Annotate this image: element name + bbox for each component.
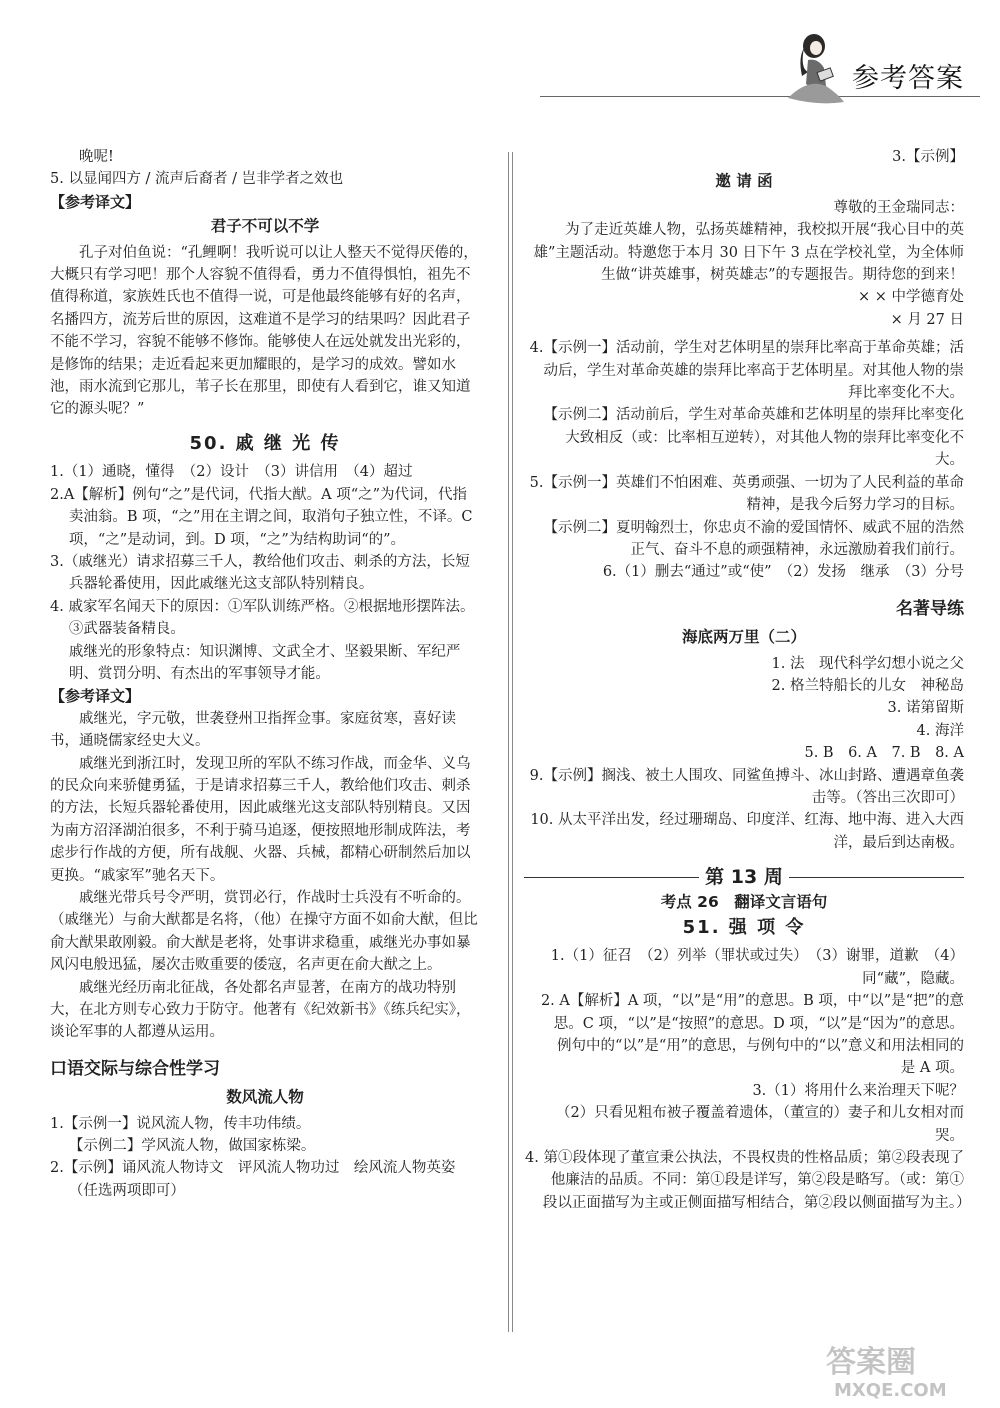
translation-paragraph: 戚继光到浙江时，发现卫所的军队不练习作战，而金华、义乌的民众向来骄健勇猛，于是请求招募三千人，教给他们攻击、刺杀的方法，长短兵器轮番使用，因此戚继光这支部队特别精良。又因为南方沼泽湖泊很多，不利于骑马追逐，便按照地形制成阵法，考虑步行作战的方便，所有战舰、火器、兵械，都精心研制然后加以更换。“戚家军”驰名天下。 xyxy=(50,755,471,884)
text-line: 晚呢! xyxy=(79,149,114,165)
header-rule xyxy=(540,96,980,97)
letter-signature: × × 中学德育处 xyxy=(857,289,964,306)
answer-item: 4.【示例一】活动前，学生对艺体明星的崇拜比率高于革命英雄；活动后，学生对革命英雄的崇拜比率高于艺体明星。对其他人物的崇拜比率变化不大。 xyxy=(529,340,964,402)
exam-point-title: 考点 26 翻译文言语句 xyxy=(660,892,828,911)
answer-item-continuation: 戚继光的形象特点：知识渊博、文武全才、坚毅果断、军纪严明、赏罚分明、有杰出的军事领导才能。 xyxy=(68,643,461,682)
answer-item-continuation: 【示例二】夏明翰烈士，你忠贞不渝的爱国情怀、威武不屈的浩然正气、奋斗不息的顽强精神，永远激励着我们前行。 xyxy=(543,519,964,558)
translation-paragraph: 戚继光经历南北征战，各处都名声显著，在南方的战功特别大，在北方则专心致力于防守。他著有《纪效新书》《练兵纪实》，谈论军事的人都遵从运用。 xyxy=(50,979,471,1041)
answer-item-continuation: 【示例二】学风流人物，做国家栋梁。 xyxy=(68,1138,316,1155)
subsection-title: 数风流人物 xyxy=(226,1088,304,1107)
week-divider xyxy=(524,866,964,888)
translation-paragraph: 戚继光带兵号令严明，赏罚必行，作战时士兵没有不听命的。（戚继光）与俞大猷都是名将，（他）在操守方面不如俞大猷，但比俞大猷果敢刚毅。俞大猷是老将，处事讲求稳重，戚继光办事如暴风闪电般迅猛，屡次击败重要的倭寇，名声更在俞大猷之上。 xyxy=(50,890,478,974)
reading-girl-illustration xyxy=(778,28,848,106)
week-heading: 第 13 周 xyxy=(705,866,783,889)
letter-title: 邀 请 函 xyxy=(715,172,773,191)
section-label: 【参考译文】 xyxy=(50,192,141,211)
section-label: 【参考译文】 xyxy=(50,687,141,706)
page-header-title: 参考答案 xyxy=(852,63,964,94)
letter-salutation: 尊敬的王金瑞同志： xyxy=(833,199,964,216)
answer-item: 1.（1）通晓，懂得 （2）设计 （3）讲信用 （4）超过 xyxy=(50,464,413,481)
lesson-title: 51. 强 项 令 xyxy=(682,917,806,938)
answer-item: 1.【示例一】说风流人物，传丰功伟绩。 xyxy=(50,1115,311,1132)
translation-paragraph: 戚继光，字元敬，世袭登州卫指挥佥事。家庭贫寒，喜好读书，通晓儒家经史大义。 xyxy=(50,710,456,750)
left-column xyxy=(50,146,480,1202)
column-divider xyxy=(508,152,509,1332)
answer-item: 2.【示例】诵风流人物诗文 评风流人物功过 绘风流人物英姿（任选两项即可） xyxy=(50,1160,456,1199)
answer-item: 6.（1）删去“通过”或“使” （2）发扬 继承 （3）分号 xyxy=(602,564,964,581)
letter-date: × 月 27 日 xyxy=(890,311,964,328)
watermark-text: 答案圈 xyxy=(826,1345,916,1380)
site-watermark-logo xyxy=(820,1338,970,1400)
translation-paragraph: 孔子对伯鱼说：“孔鲤啊！我听说可以让人整天不觉得厌倦的，大概只有学习吧！那个人容貌不值得看，勇力不值得惧怕，祖先不值得称道，家族姓氏也不值得一说，可是他最终能够有好的名声，名播四方，流芳后世的原因，这难道不是学习的结果吗？因此君子不能不学习，容貌不能够不修饰。能够使人在远处就发出光彩的，是修饰的结果；走近看起来更加耀眼的，是学习的成效。譬如水池，雨水流到它那儿，苇子长在那里，即使有人看到它，谁又知道它的源头呢？” xyxy=(50,244,478,418)
answer-item: 3.（戚继光）请求招募三千人，教给他们攻击、刺杀的方法，长短兵器轮番使用，因此戚继光这支部队特别精良。 xyxy=(50,553,470,593)
translation-title: 君子不可以不学 xyxy=(210,217,320,236)
rule-line xyxy=(789,877,964,878)
answer-item: 2. 格兰特船长的儿女 神秘岛 xyxy=(771,677,964,694)
section-heading: 名著导练 xyxy=(896,598,964,619)
watermark-url: MXQE.COM xyxy=(834,1380,947,1400)
answer-item-continuation: （2）只看见粗布被子覆盖着遗体，（董宣的）妻子和儿女相对而哭。 xyxy=(556,1105,964,1144)
answer-item: 5.【示例一】英雄们不怕困难、英勇顽强、一切为了人民利益的革命精神，是我今后努力学习的目标。 xyxy=(529,474,964,514)
answer-item: 3. 诺第留斯 xyxy=(887,700,964,717)
answer-item-continuation: 【示例二】活动前后，学生对革命英雄和艺体明星的崇拜比率变化大致相反（或：比率相互逆转），对其他人物的崇拜比率变化不大。 xyxy=(543,407,964,469)
answer-item: 2.A【解析】例句“之”是代词，代指大猷。A 项“之”为代词，代指卖油翁。B 项，“之”用在主谓之间，取消句子独立性，不译。C 项，“之”是动词，到。D 项，“之”为结构助词“的”。 xyxy=(50,486,473,548)
answer-item: 3.（1）将用什么来治理天下呢？ xyxy=(752,1082,964,1099)
answer-item: 1. 法 现代科学幻想小说之父 xyxy=(771,655,964,672)
answer-item: 2. A【解析】A 项，“以”是“用”的意思。B 项，中“以”是“把”的意思。C 项，“以”是“按照”的意思。D 项，“以”是“因为”的意思。例句中的“以”是“用”的意思，与例句中的“以”意义和用法相同的是 A 项。 xyxy=(540,993,964,1077)
answer-item: 4. 海洋 xyxy=(916,722,964,739)
answer-item: 3.【示例】 xyxy=(892,149,964,165)
answer-item: 5. B 6. A 7. B 8. A xyxy=(804,745,964,762)
lesson-title: 50. 戚 继 光 传 xyxy=(189,432,341,454)
section-heading: 口语交际与综合性学习 xyxy=(50,1058,220,1079)
right-column xyxy=(524,146,971,1214)
column-divider xyxy=(512,152,513,1332)
answer-item: 4. 第①段体现了董宣秉公执法，不畏权贵的性格品质；第②段表现了他廉洁的品质。不同：第①段是详写，第②段是略写。（或：第①段以正面描写为主或正侧面描写相结合，第②段以侧面描写为主。） xyxy=(525,1150,971,1211)
answer-item: 10. 从太平洋出发，经过珊瑚岛、印度洋、红海、地中海、进入大西洋，最后到达南极。 xyxy=(530,812,964,851)
answer-item: 4. 戚家军名闻天下的原因：①军队训练严格。②根据地形摆阵法。③武器装备精良。 xyxy=(50,598,475,638)
subsection-title: 海底两万里（二） xyxy=(681,628,806,647)
answer-item: 5. 以显闻四方 / 流声后裔者 / 岂非学者之效也 xyxy=(50,171,344,188)
letter-body: 为了走近英雄人物，弘扬英雄精神，我校拟开展“我心目中的英雄”主题活动。特邀您于本月 30 日下午 3 点在学校礼堂，为全体师生做“讲英雄事，树英雄志”的专题报告。期待您的到来！ xyxy=(533,222,964,284)
answer-item: 9.【示例】搁浅、被土人围攻、同鲨鱼搏斗、冰山封路、遭遇章鱼袭击等。（答出三次即可） xyxy=(529,767,964,806)
rule-line xyxy=(524,877,699,878)
answer-item: 1.（1）征召 （2）列举（罪状或过失） （3）谢罪，道歉 （4）同“藏”，隐藏。 xyxy=(550,948,964,987)
